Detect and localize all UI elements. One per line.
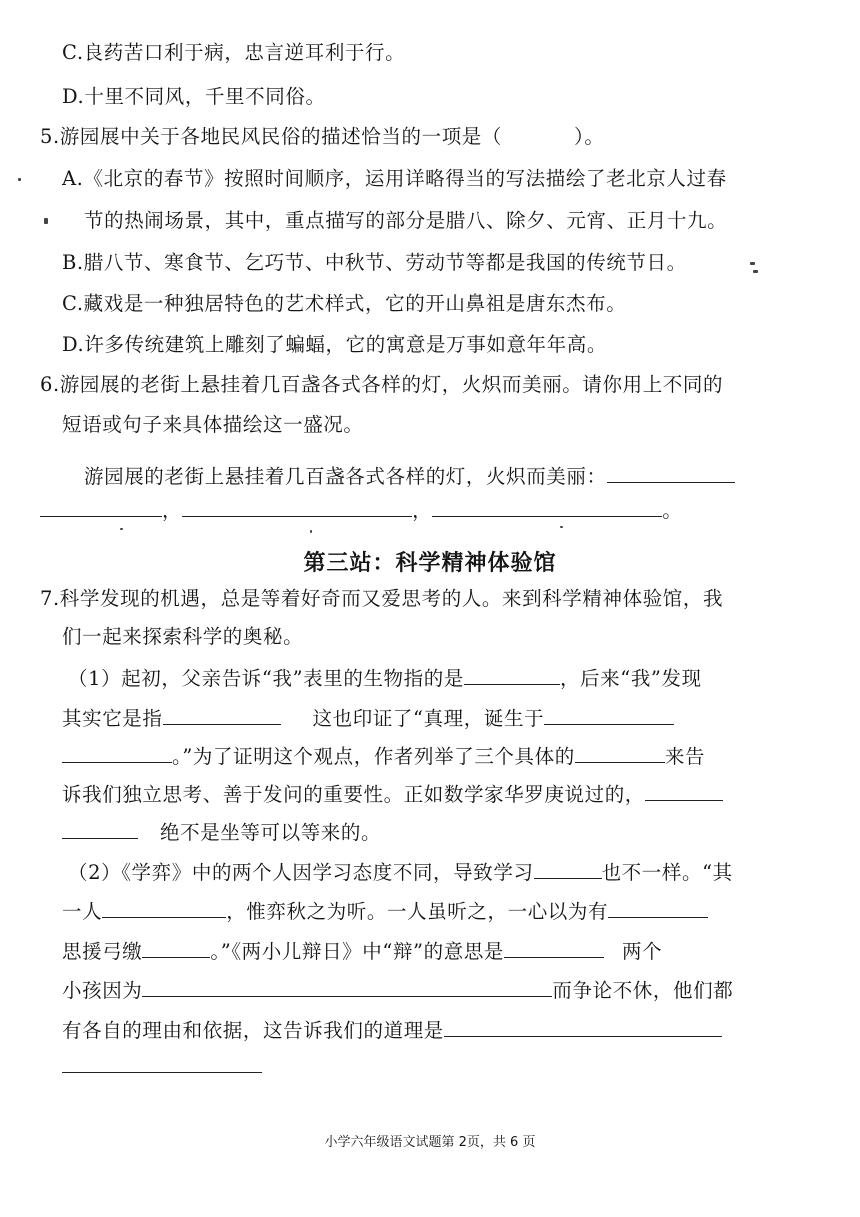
q7-blank-7[interactable] xyxy=(62,818,138,839)
scan-speck xyxy=(120,528,123,530)
q7-p2-line2 xyxy=(62,897,708,925)
q7-p2-text-d: ，惟弈秋之为听。一人虽听之，一心以为有 xyxy=(226,900,609,923)
q6-comma-1: ， xyxy=(162,499,183,522)
q7-p2-line1 xyxy=(68,858,733,886)
q5-option-a-line2: 节的热闹场景，其中，重点描写的部分是腊八、除夕、元宵、正月十九。 xyxy=(84,209,728,232)
q7-p2-line3 xyxy=(62,937,662,965)
q5-stem xyxy=(40,124,604,150)
q5-stem-text: 5.游园展中关于各地民风民俗的描述恰当的一项是（ xyxy=(40,125,503,148)
q7-p2-line6 xyxy=(62,1052,262,1080)
q7-p1-text-d: 这也印证了“真理，诞生于 xyxy=(312,707,545,730)
section-title: 第三站：科学精神体验馆 xyxy=(303,551,557,576)
q7-p1-text-g: 诉我们独立思考、善于发问的重要性。正如数学家华罗庚说过的， xyxy=(62,783,645,806)
q7-p2-text-g: 两个 xyxy=(622,940,663,963)
q4-option-c: C.良药苦口利于病，忠言逆耳利于行。 xyxy=(62,41,406,64)
q7-p2-text-b: 也不一样。“其 xyxy=(601,861,733,884)
q7-p1-text-a: （1）起初，父亲告诉“我”表里的生物指的是 xyxy=(68,667,464,690)
q6-stem-line1: 6.游园展的老街上悬挂着几百盏各式各样的灯，火炽而美丽。请你用上不同的 xyxy=(40,373,724,396)
q7-stem-line1: 7.科学发现的机遇，总是等着好奇而又爱思考的人。来到科学精神体验馆，我 xyxy=(40,587,724,610)
q7-p1-text-c: 其实它是指 xyxy=(62,707,163,730)
q7-p2-line4 xyxy=(62,976,733,1004)
q7-p2-line5 xyxy=(62,1016,722,1044)
q7-blank-4[interactable] xyxy=(62,742,172,763)
q7-p1-line5 xyxy=(62,818,381,846)
q4-option-d: D.十里不同风，千里不同俗。 xyxy=(62,85,326,108)
q7-blank-15[interactable] xyxy=(62,1052,262,1073)
q5-stem-close: ）。 xyxy=(574,125,605,148)
scan-speck xyxy=(18,178,21,181)
q6-stem-line2: 短语或句子来具体描绘这一盛况。 xyxy=(62,413,364,436)
q7-blank-9[interactable] xyxy=(102,897,226,918)
q6-answer-line1 xyxy=(84,462,735,490)
q7-p2-text-h: 小孩因为 xyxy=(62,979,143,1002)
q7-p2-text-a: （2）《学弈》中的两个人因学习态度不同，导致学习 xyxy=(68,861,534,884)
q7-blank-10[interactable] xyxy=(608,897,708,918)
q7-p1-text-f: 来告 xyxy=(664,745,706,768)
q7-blank-13[interactable] xyxy=(142,976,552,997)
q6-answer-prefix: 游园展的老街上悬挂着几百盏各式各样的灯，火炽而美丽： xyxy=(84,465,607,488)
q7-p1-text-h: 绝不是坐等可以等来的。 xyxy=(160,821,382,844)
scan-speck xyxy=(44,218,48,224)
scan-speck xyxy=(750,262,755,265)
q6-blank-2[interactable] xyxy=(40,496,162,517)
scan-speck xyxy=(560,526,563,528)
q7-p1-line1 xyxy=(68,664,702,692)
q7-p2-text-c: 一人 xyxy=(62,900,103,923)
q7-blank-8[interactable] xyxy=(534,858,602,879)
q7-p2-text-f: 。”《两小儿辩日》中“辩”的意思是 xyxy=(210,940,505,963)
q7-p2-text-i: 而争论不休，他们都 xyxy=(552,979,734,1002)
q7-p1-text-e: 。”为了证明这个观点，作者列举了三个具体的 xyxy=(172,745,575,768)
q7-blank-5[interactable] xyxy=(575,742,665,763)
q7-blank-2[interactable] xyxy=(163,704,281,725)
q5-option-b: B.腊八节、寒食节、乞巧节、中秋节、劳动节等都是我国的传统节日。 xyxy=(62,251,687,274)
q7-blank-3[interactable] xyxy=(544,704,674,725)
q6-blank-4[interactable] xyxy=(432,496,662,517)
q6-blank-3[interactable] xyxy=(182,496,412,517)
q7-p2-text-e: 思援弓缴 xyxy=(62,940,143,963)
q7-p2-text-j: 有各自的理由和依据，这告诉我们的道理是 xyxy=(62,1019,444,1042)
q6-blank-1[interactable] xyxy=(607,462,735,483)
q7-p1-line4 xyxy=(62,780,723,808)
q5-option-a-line1: A.《北京的春节》按照时间顺序，运用详略得当的写法描绘了老北京人过春 xyxy=(62,167,727,190)
q6-answer-line2 xyxy=(40,496,682,524)
page-footer: 小学六年级语文试题第 2页，共 6 页 xyxy=(324,1135,536,1150)
q6-comma-2: ， xyxy=(412,499,433,522)
q7-p1-line2 xyxy=(62,704,674,732)
q7-blank-6[interactable] xyxy=(645,780,723,801)
q7-stem-line2: 们一起来探索科学的奥秘。 xyxy=(62,625,304,648)
q7-blank-1[interactable] xyxy=(464,664,560,685)
scan-speck xyxy=(753,270,758,273)
q5-option-c: C.藏戏是一种独居特色的艺术样式，它的开山鼻祖是唐东杰布。 xyxy=(62,292,627,315)
q5-option-d: D.许多传统建筑上雕刻了蝙蝠，它的寓意是万事如意年年高。 xyxy=(62,333,607,356)
q7-blank-12[interactable] xyxy=(504,937,604,958)
q7-p1-line3 xyxy=(62,742,705,770)
scan-speck xyxy=(310,530,312,533)
q6-period: 。 xyxy=(662,499,683,522)
q7-blank-14[interactable] xyxy=(444,1016,722,1037)
q7-blank-11[interactable] xyxy=(142,937,210,958)
q7-p1-text-b: ，后来“我”发现 xyxy=(559,667,702,690)
